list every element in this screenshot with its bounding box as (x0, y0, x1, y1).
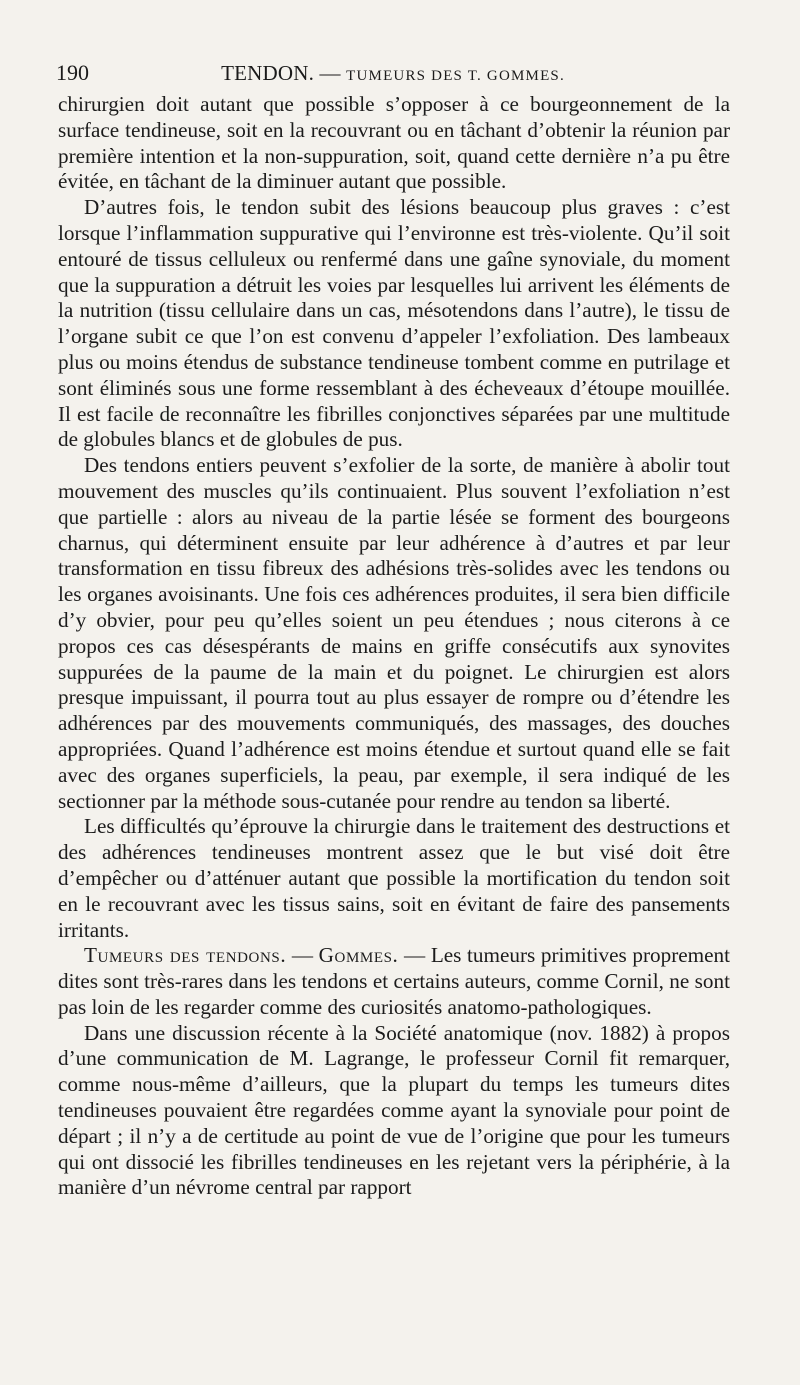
page-header (56, 56, 730, 90)
section-paragraph (58, 943, 730, 1020)
paragraph-2: D’autres fois, le tendon subit des lésions beaucoup plus graves : c’est lorsque l’inflammation suppurative qui l’environne est très-violente. Qu’il soit entouré de tissus celluleux ou renfermé dans une gaîne synoviale, du moment que la suppuration a détruit les voies par lesquelles lui arrivent les éléments de la nutrition (tissu cellulaire dans un cas, mésotendons dans l’autre), le tissu de l’organe subit ce que l’on est convenu d’appeler l’exfoliation. Des lambeaux plus ou moins étendus de substance tendineuse tombent comme en putrilage et sont éliminés sous une forme ressemblant à des écheveaux d’étoupe mouillée. Il est facile de reconnaître les fibrilles conjonctives séparées par une multitude de globules blancs et de globules de pus. (58, 195, 730, 452)
paragraph-1: chirurgien doit autant que possible s’opposer à ce bourgeonnement de la surface tendineuse, soit en la recouvrant ou en tâchant d’obtenir la réunion par première intention et la non-suppuration, soit, quand cette dernière n’a pu être évitée, en tâchant de la diminuer autant que possible. (58, 92, 730, 194)
section-dash-2: — (398, 943, 431, 968)
paragraph-last: Dans une discussion récente à la Société anatomique (nov. 1882) à propos d’une communication de M. Lagrange, le professeur Cornil fit remarquer, comme nous-même d’ailleurs, que la plupart du temps les tumeurs dites tendineuses pouvaient être regardées comme ayant la synoviale pour point de départ ; il n’y a de certitude au point de vue de l’origine que pour les tumeurs qui ont dissocié les fibrilles tendineuses en les rejetant vers la périphérie, à la manière d’un névrome central par rapport (58, 1020, 730, 1200)
section-dash-1: — (286, 943, 319, 968)
paragraph-4: Les difficultés qu’éprouve la chirurgie dans le traitement des destructions et des adhérences tendineuses montrent assez que le but visé doit être d’empêcher ou d’atténuer autant que possible la mortification du tendon soit en le recouvrant avec les tissus sains, soit en évitant de faire des pansements irritants. (58, 814, 730, 942)
running-head-separator: — (314, 61, 347, 85)
section-heading-gommes: Gommes. (318, 943, 399, 968)
running-head (56, 56, 730, 93)
section-heading-tumeurs: Tumeurs des tendons. (84, 943, 287, 968)
paragraph-3: Des tendons entiers peuvent s’exfolier de la sorte, de manière à abolir tout mouvement des muscles qu’ils continuaient. Plus souvent l’exfoliation n’est que partielle : alors au niveau de la partie lésée se forment des bourgeons charnus, qui déterminent ensuite par leur adhérence à d’autres et par leur transformation en tissu fibreux des adhésions très-solides avec les tendons ou les organes avoisinants. Une fois ces adhérences produites, il sera bien difficile d’y obvier, pour peu qu’elles soient un peu étendues ; nous citerons à ce propos ces cas désespérants de mains en griffe consécutifs aux synovites suppurées de la paume de la main et du poignet. Le chirurgien est alors presque impuissant, il pourra tout au plus essayer de rompre ou d’étendre les adhérences par des mouvements communiqués, des massages, des douches appropriées. Quand l’adhérence est moins étendue et surtout quand elle se fait avec des organes superficiels, la peau, par exemple, il sera indiqué de les sectionner par la méthode sous-cutanée pour rendre au tendon sa liberté. (58, 453, 730, 813)
section-text: Les tumeurs primitives proprement dites sont très-rares dans les tendons et certains auteurs, comme Cornil, ne sont pas loin de les regarder comme des curiosités anatomo-pathologiques. (58, 943, 731, 1019)
running-head-main: TENDON. (221, 61, 315, 85)
page-body (58, 92, 730, 1201)
running-head-sub: TUMEURS DES T. GOMMES. (346, 68, 565, 84)
page-number: 190 (56, 60, 89, 85)
